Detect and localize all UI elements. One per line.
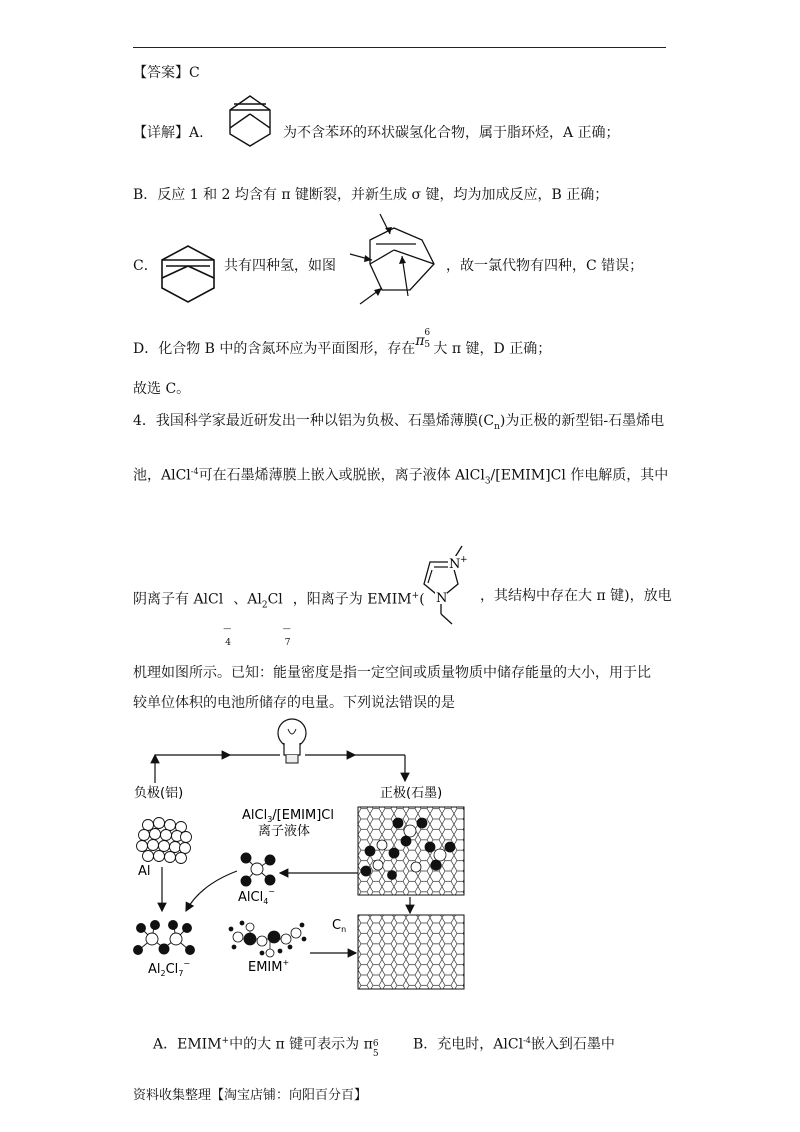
- emim-ion: [229, 921, 306, 957]
- answer-line: [133, 64, 200, 82]
- electrolyte-label-1: AlCl$_3$/[EMIM]Cl: [242, 808, 334, 824]
- bulb-icon: [278, 719, 306, 763]
- detail-c-prefix: C．: [133, 258, 158, 274]
- positive-electrode-label: 正极(石墨): [380, 786, 443, 801]
- battery-mechanism-diagram: [130, 715, 490, 1005]
- al-label: Al: [138, 864, 151, 879]
- al2cl7-label: $Al_2Cl_7^-$: [148, 959, 191, 978]
- emim-structure: [412, 540, 478, 630]
- answer-value: C: [189, 65, 200, 81]
- electrolyte-label-2: 离子液体: [258, 824, 311, 839]
- detail-a-prefix: 【详解】A.: [133, 125, 204, 141]
- detail-c-suffix: ，故一氯代物有四种，C 错误；: [446, 258, 644, 274]
- alcl4-label: AlCl$_4$−: [238, 887, 275, 906]
- graphite-intercalated: [358, 807, 464, 895]
- question-line-1: 4．我国科学家最近研发出一种以铝为负极、石墨烯薄膜$(C_n)$为正极的新型铝-石墨烯电: [133, 413, 665, 432]
- emim-n-plus: N: [449, 557, 461, 572]
- emim-label: EMIM+: [248, 958, 290, 975]
- alcl4-ion: [241, 853, 275, 886]
- emim-plus: +: [460, 555, 468, 565]
- al2cl7-ion: [134, 921, 195, 955]
- cn-label: $C_n$: [332, 918, 347, 934]
- option-b: B．充电时，AlCl$^{-4}$嵌入到石墨中: [413, 1036, 615, 1053]
- question-line-3: 阴离子有 AlCl — 4 、$Al_2Cl$ — 7 ，阳离子为 EMIM+(: [133, 591, 425, 648]
- detail-c-mid: 共有四种氢，如图: [224, 258, 336, 274]
- top-rule: [133, 47, 666, 48]
- norbornene-hydrogen-arrows: [340, 210, 446, 310]
- answer-label: 【答案】: [133, 65, 189, 81]
- graphite-cn: [358, 915, 464, 989]
- question-line-4: 机理如图所示。已知：能量密度是指一定空间或质量物质中储存能量的大小，用于比: [133, 665, 651, 681]
- emim-n: N: [436, 591, 448, 606]
- detail-d-text: D．化合物 B 中的含氮环应为平面图形，存在π 6 5 大 π 键，D 正确；: [133, 328, 552, 357]
- norbornene-structure-a: [216, 88, 282, 154]
- footer-text: 资料收集整理【淘宝店铺：向阳百分百】: [133, 1088, 368, 1103]
- detail-b-text: B．反应 1 和 2 均含有 π 键断裂，并新生成 σ 键，均为加成反应，B 正确；: [133, 187, 609, 203]
- question-line-5: 较单位体积的电池所储存的电量。下列说法错误的是: [133, 695, 455, 711]
- detail-a-text: 为不含苯环的环状碳氢化合物，属于脂环烃，A 正确；: [283, 125, 620, 141]
- question-line-2: 池，AlCl$^{-4}$可在石墨烯薄膜上嵌入或脱嵌，离子液体 AlCl$_3$/[EMIM]Cl 作电解质，其中: [133, 467, 669, 487]
- negative-electrode-label: 负极(铝): [134, 786, 184, 801]
- question-line-3-end: ，其结构中存在大 π 键)，放电: [480, 588, 672, 604]
- option-a: A．EMIM+中的大 π 键可表示为 π 6 5: [153, 1036, 379, 1059]
- norbornene-structure-c: [152, 240, 224, 312]
- aluminum-atoms: [137, 818, 192, 864]
- detail-conclusion: 故选 C。: [133, 381, 191, 397]
